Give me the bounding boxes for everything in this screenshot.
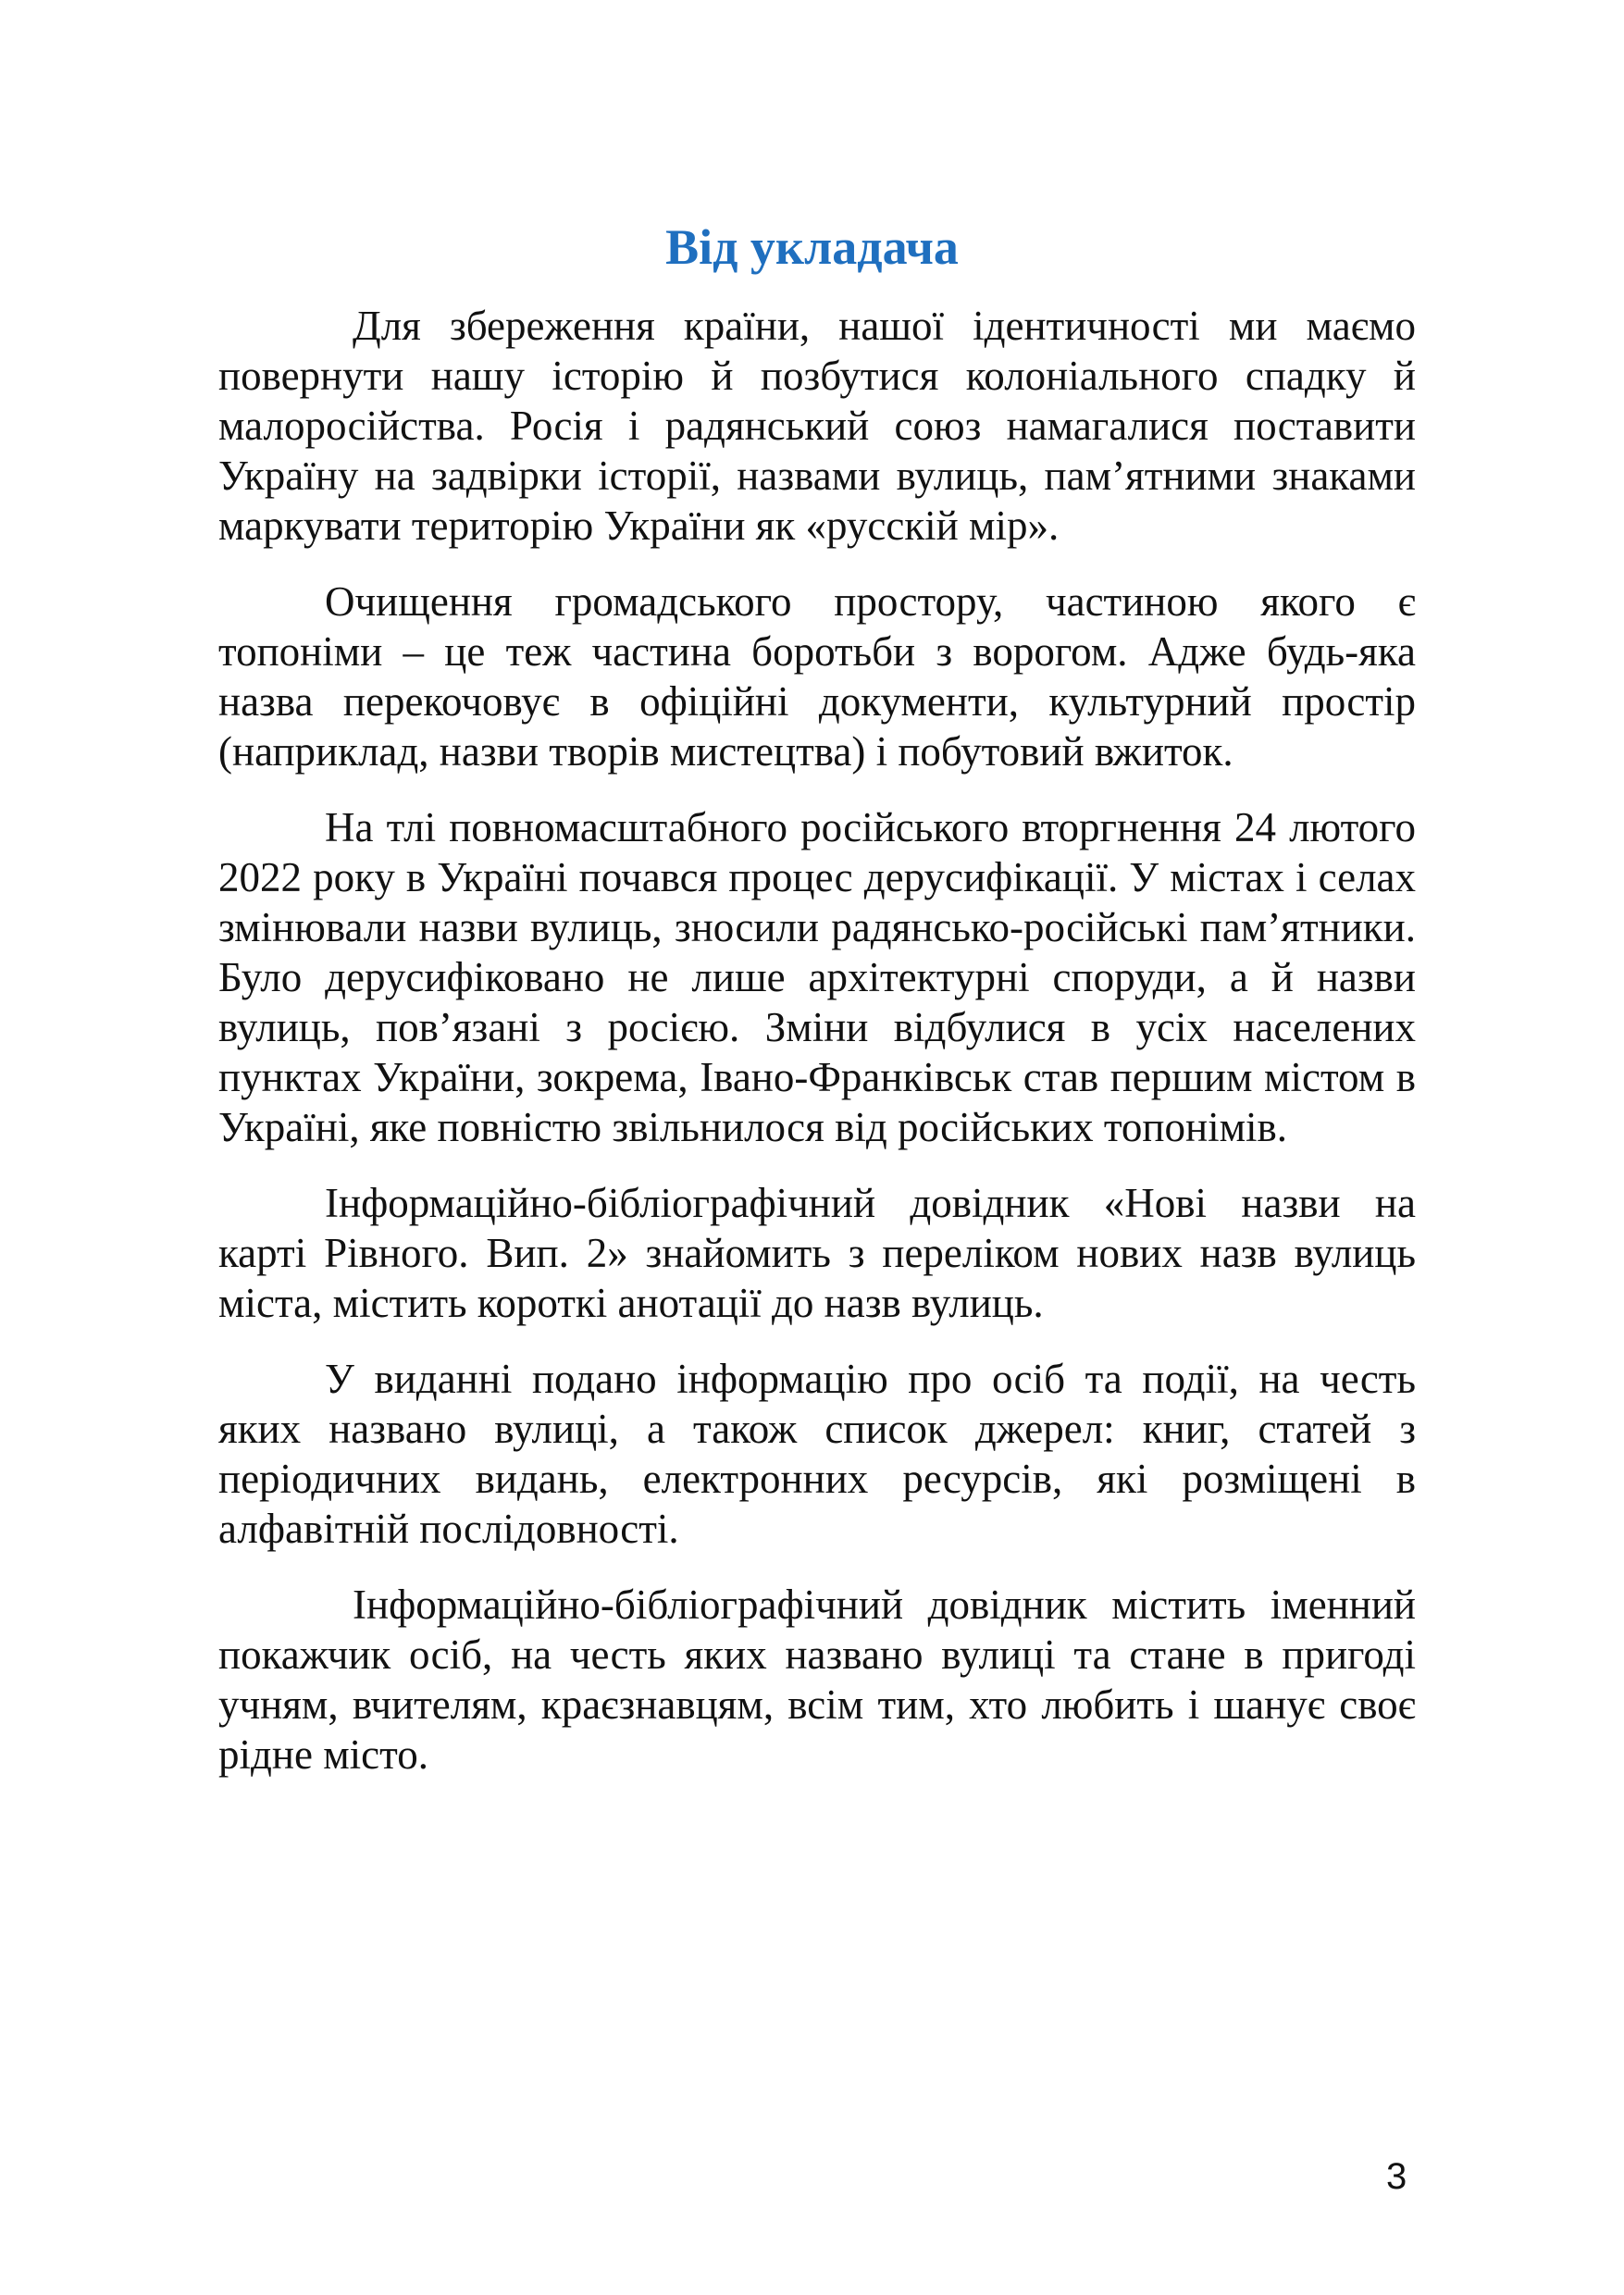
paragraph-2: Очищення громадського простору, частиною якого є топоніми – це теж частина боротьби з ворогом. Адже будь-яка назва перекочовує в офіційні документи, культурний простір (наприклад, назви творів мистецтва) і побутовий вжиток. [218, 578, 1416, 775]
paragraph-4: Інформаційно-бібліографічний довідник «Нові назви на карті Рівного. Вип. 2» знайомить з переліком нових назв вулиць міста, містить короткі анотації до назв вулиць. [218, 1180, 1416, 1326]
paragraph-3: На тлі повномасштабного російського вторгнення 24 лютого 2022 року в Україні почався процес дерусифікації. У містах і селах змінювали назви вулиць, зносили радянсько-російські пам’ятники. Було дерусифіковано не лише архітектурні споруди, а й назви вулиць, пов’язані з росією. Зміни відбулися в усіх населених пунктах України, зокрема, Івано-Франківськ став першим містом в Україні, яке повністю звільнилося від російських топонімів. [218, 804, 1416, 1150]
paragraph-1: Для збереження країни, нашої ідентичності ми маємо повернути нашу історію й позбутися колоніального спадку й малоросійства. Росія і радянський союз намагалися поставити Україну на задвірки історії, назвами вулиць, пам’ятними знаками маркувати територію України як «русскій мір». [218, 303, 1416, 549]
document-body [218, 301, 1416, 1805]
paragraph-6: Інформаційно-бібліографічний довідник містить іменний покажчик осіб, на честь яких названо вулиці та стане в пригоді учням, вчителям, краєзнавцям, всім тим, хто любить і шанує своє рідне місто. [218, 1582, 1416, 1778]
page-number: 3 [1386, 2156, 1407, 2197]
page-title: Від укладача [665, 219, 959, 275]
paragraph-5: У виданні подано інформацію про осіб та події, на честь яких названо вулиці, а також список джерел: книг, статей з періодичних видань, електронних ресурсів, які розміщені в алфавітній послідовності. [218, 1356, 1416, 1552]
